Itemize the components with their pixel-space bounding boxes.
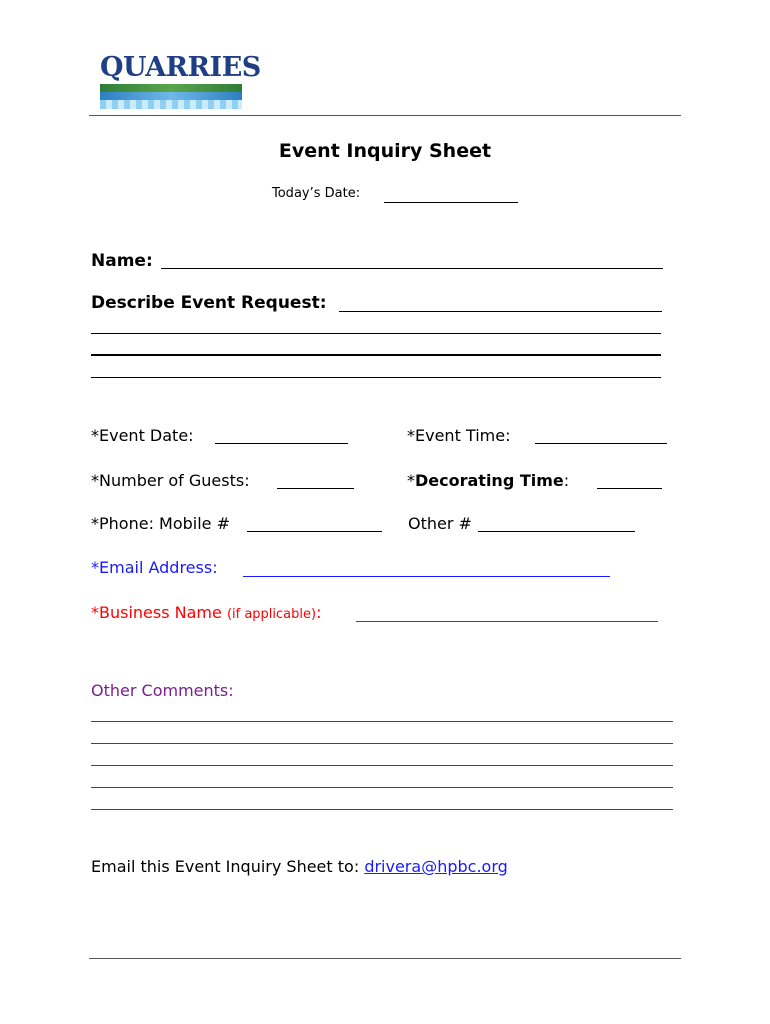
email-instructions-text: Email this Event Inquiry Sheet to: <box>91 857 360 876</box>
comments-line-1[interactable] <box>91 721 673 722</box>
comments-line-3[interactable] <box>91 765 673 766</box>
todays-date-label: Today’s Date: <box>272 186 361 201</box>
comments-line-2[interactable] <box>91 743 673 744</box>
business-name-colon: : <box>316 603 322 622</box>
phone-mobile-field[interactable] <box>247 531 382 532</box>
decorating-time-field[interactable] <box>597 488 662 489</box>
describe-event-label: Describe Event Request: <box>91 293 327 313</box>
bottom-divider <box>89 958 681 959</box>
event-time-label: *Event Time: <box>407 426 511 445</box>
business-name-note: (if applicable) <box>226 607 317 622</box>
email-instructions <box>91 857 508 876</box>
phone-other-field[interactable] <box>478 531 635 532</box>
logo-band-green <box>100 84 242 92</box>
other-comments-label: Other Comments: <box>91 681 234 700</box>
email-address-field[interactable] <box>243 576 610 577</box>
business-name-label <box>91 603 321 622</box>
comments-line-4[interactable] <box>91 787 673 788</box>
number-of-guests-label: *Number of Guests: <box>91 471 250 490</box>
name-field[interactable] <box>161 268 663 269</box>
describe-event-line-4[interactable] <box>91 377 661 378</box>
describe-event-line-3[interactable] <box>91 354 661 356</box>
email-address-label: *Email Address: <box>91 558 218 577</box>
top-divider <box>89 115 681 116</box>
name-label: Name: <box>91 251 153 271</box>
logo-text: QUARRIES <box>100 52 261 83</box>
phone-mobile-label: *Phone: Mobile # <box>91 514 231 533</box>
describe-event-field[interactable] <box>339 311 662 312</box>
todays-date-field[interactable] <box>384 202 518 203</box>
decorating-text: Decorating Time <box>415 471 564 490</box>
phone-other-label: Other # <box>408 514 472 533</box>
decorating-prefix: * <box>407 471 415 490</box>
event-date-field[interactable] <box>215 443 348 444</box>
business-name-text: *Business Name <box>91 603 222 622</box>
describe-event-line-2[interactable] <box>91 333 661 334</box>
decorating-colon: : <box>563 471 570 490</box>
logo-band-water <box>100 100 242 109</box>
contact-email-link[interactable]: drivera@hpbc.org <box>364 857 508 876</box>
logo-band-blue <box>100 92 242 100</box>
decorating-time-label <box>407 471 569 490</box>
number-of-guests-field[interactable] <box>277 488 354 489</box>
business-name-field[interactable] <box>356 621 658 622</box>
event-date-label: *Event Date: <box>91 426 194 445</box>
quarries-logo <box>100 52 261 109</box>
page-title: Event Inquiry Sheet <box>278 140 492 162</box>
comments-line-5[interactable] <box>91 809 673 810</box>
event-time-field[interactable] <box>535 443 667 444</box>
